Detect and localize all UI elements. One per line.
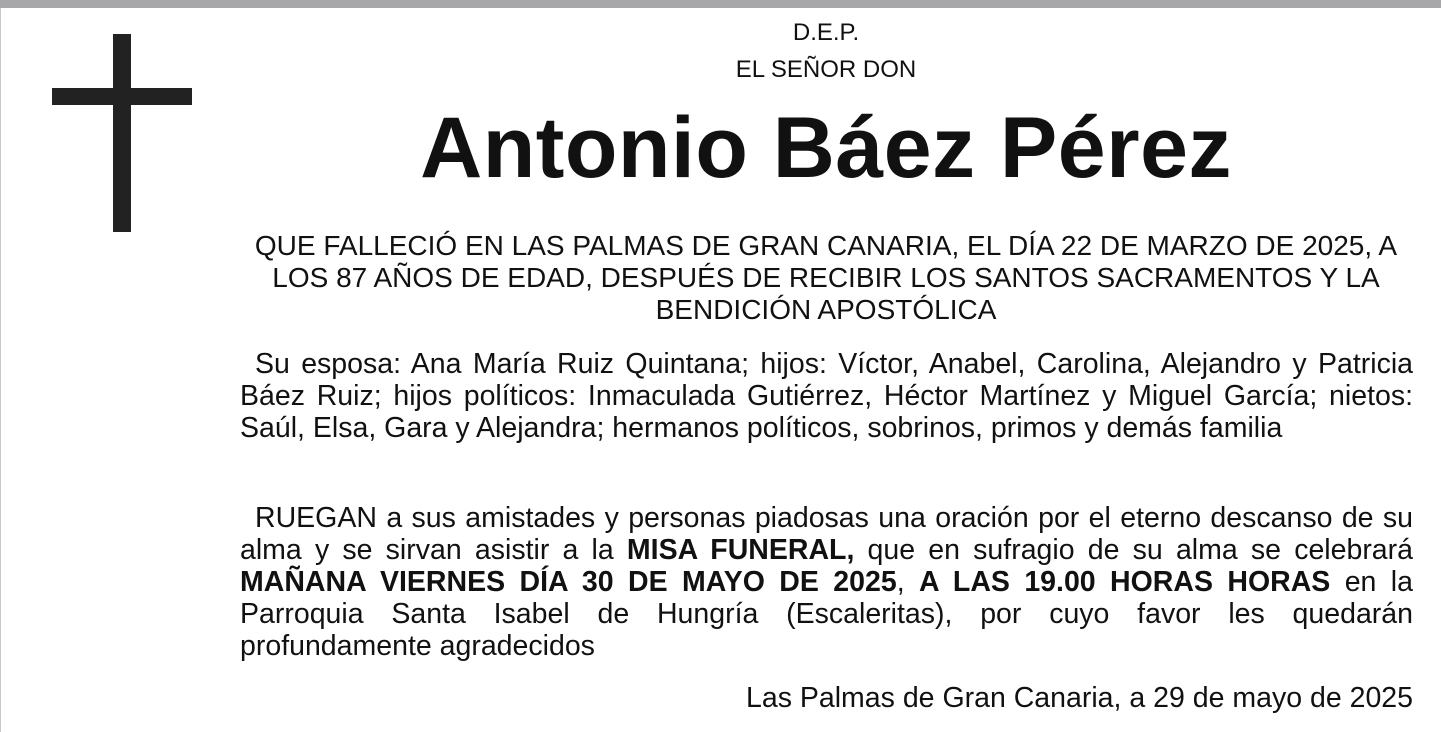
top-border-bar [0, 0, 1441, 8]
mass-label: MISA FUNERAL, [626, 534, 855, 566]
closing-place-date: Las Palmas de Gran Canaria, a 29 de mayo de 2025 [746, 682, 1413, 714]
request-text-location: en la Parroquia Santa Isabel de Hungría (Escaleritas), por cuyo favor les quedarán profundamente agradecidos [240, 566, 1413, 662]
death-notice-text: QUE FALLECIÓ EN LAS PALMAS DE GRAN CANARIA, EL DÍA 22 DE MARZO DE 2025, A LOS 87 AÑOS DE EDAD, DESPUÉS DE RECIBIR LOS SANTOS SACRAMENTOS Y LA BENDICIÓN APOSTÓLICA [254, 230, 1398, 325]
left-border-line [0, 8, 1, 732]
request-text-intro: RUEGAN a sus amistades y personas piadosas una oración por el eterno descanso de su alma y se sirvan asistir a la [240, 502, 1413, 566]
deceased-name: Antonio Báez Pérez [420, 100, 1232, 196]
honorific-title: EL SEÑOR DON [735, 56, 917, 83]
request-paragraph [240, 502, 1413, 662]
cross-vertical-bar [113, 34, 131, 232]
cross-icon [52, 34, 192, 232]
request-text-sufragio: que en sufragio de su alma se celebrará [854, 534, 1414, 566]
cross-horizontal-bar [52, 88, 192, 105]
family-paragraph: Su esposa: Ana María Ruiz Quintana; hijos: Víctor, Anabel, Carolina, Alejandro y Patricia Báez Ruiz; hijos políticos: Inmaculada Gutiérrez, Héctor Martínez y Miguel García; nietos: Saúl, Elsa, Gara y Alejandra; hermanos políticos, sobrinos, primos y demás familia [240, 348, 1413, 444]
mass-time: A LAS 19.00 HORAS HORAS [919, 566, 1331, 598]
dep-heading: D.E.P. [792, 19, 860, 46]
request-text-comma: , [896, 566, 920, 598]
mass-date: MAÑANA VIERNES DÍA 30 DE MAYO DE 2025 [240, 566, 897, 598]
